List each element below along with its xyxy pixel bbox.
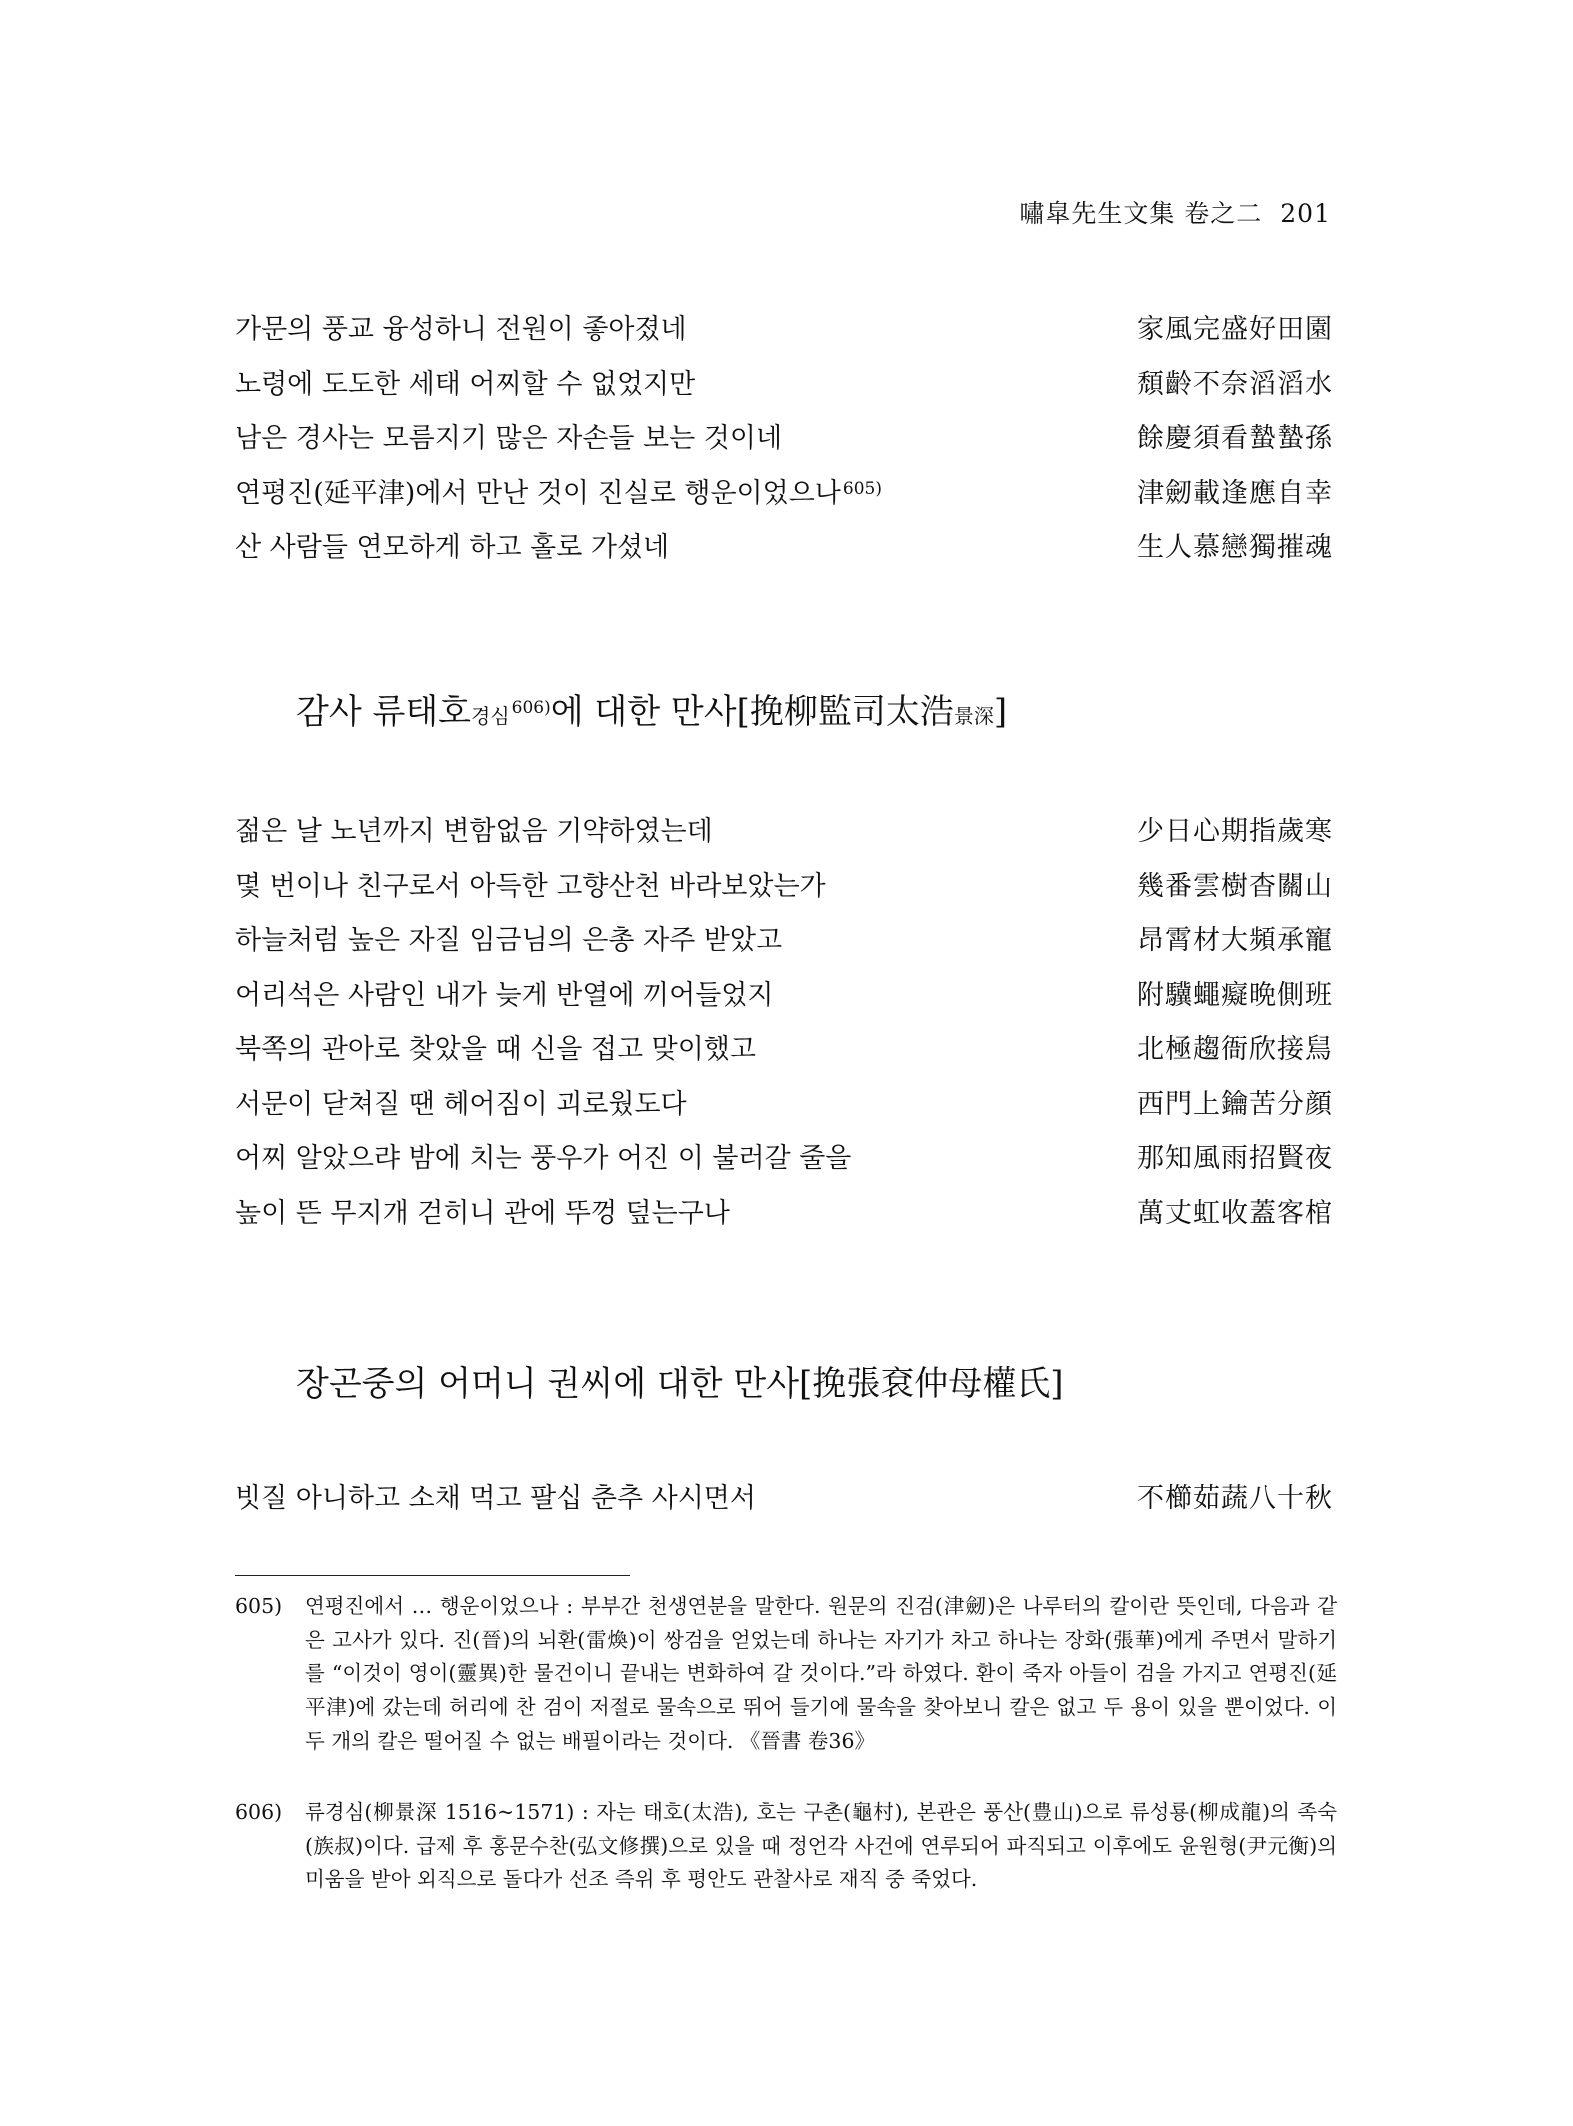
poem-line [235,358,1333,413]
poem-1 [235,303,1333,576]
title-rest: 에 대한 만사[挽柳監司太浩 [550,692,954,732]
korean-line: 북쪽의 관아로 찾았을 때 신을 접고 맞이했고 [235,1034,756,1065]
poem-line [235,1078,1333,1133]
chinese-line: 西門上鑰苦分顔 [1137,1088,1333,1120]
footnote-number: 606) [235,1800,283,1824]
poem-line [235,1472,1333,1527]
korean-line: 높이 뜬 무지개 걷히니 관에 뚜껑 덮는구나 [235,1197,730,1229]
title-main: 감사 류태호 [296,692,472,732]
chinese-line: 附驥蠅癡晩側班 [1137,979,1333,1011]
book-title: 嘯皐先生文集 卷之二 [1019,199,1263,228]
chinese-line: 北極趨衙欣接舃 [1137,1034,1333,1065]
poem-line [235,805,1333,860]
section-title-2 [296,690,1007,738]
footnote-divider [235,1575,630,1576]
chinese-line: 少日心期指歲寒 [1137,816,1333,847]
poem-2 [235,805,1333,1241]
running-header [1019,194,1331,230]
chinese-line: 餘慶須看蟄蟄孫 [1137,423,1333,454]
korean-line: 젊은 날 노년까지 변함없음 기약하였는데 [235,816,713,847]
chinese-line: 幾番雲樹杳關山 [1137,870,1333,902]
poem-line [235,860,1333,915]
chinese-line: 家風完盛好田園 [1137,314,1333,345]
poem-line [235,521,1333,576]
korean-line-text: 연평진(延平津)에서 만난 것이 진실로 행운이었으나 [235,477,841,509]
chinese-line: 不櫛茹蔬八十秋 [1137,1483,1333,1514]
poem-line [235,412,1333,467]
footnote-text: 류경심(柳景深 1516~1571) : 자는 태호(太浩), 호는 구촌(龜村), 본관은 풍산(豊山)으로 류성룡(柳成龍)의 족숙(族叔)이다. 급제 후 홍문수찬(弘文修撰)으로 있을 때 정언각 사건에 연루되어 파직되고 이후에도 윤원형(尹元衡)의 미움을 받아 외직으로 돌다가 선조 즉위 후 평안도 관찰사로 재직 중 죽었다. [305,1800,1337,1892]
korean-line: 빗질 아니하고 소채 먹고 팔십 춘추 사시면서 [235,1483,756,1514]
footnote-number: 605) [235,1594,283,1618]
korean-line: 어찌 알았으랴 밤에 치는 풍우가 어진 이 불러갈 줄을 [235,1143,852,1174]
poem-line [235,969,1333,1024]
chinese-line: 生人慕戀獨摧魂 [1137,532,1333,563]
korean-line: 노령에 도도한 세태 어찌할 수 없었지만 [235,368,696,400]
poem-line [235,1023,1333,1078]
korean-line: 어리석은 사람인 내가 늦게 반열에 끼어들었지 [235,979,774,1011]
korean-line: 몇 번이나 친구로서 아득한 고향산천 바라보았는가 [235,870,826,902]
chinese-line: 那知風雨招賢夜 [1137,1143,1333,1174]
korean-line: 가문의 풍교 융성하니 전원이 좋아졌네 [235,314,687,345]
korean-line [235,467,882,522]
footnote-606 [235,1796,1337,1897]
poem-line [235,303,1333,358]
poem-3 [235,1472,1333,1527]
page-number: 201 [1280,199,1331,228]
chinese-line: 萬丈虹收蓋客棺 [1137,1197,1333,1229]
poem-line [235,1187,1333,1242]
footnote-ref-606[interactable]: 606) [511,698,551,718]
poem-line [235,467,1333,522]
chinese-line: 昂霄材大頻承寵 [1137,925,1333,956]
chinese-line: 津劒載逢應自幸 [1137,477,1333,509]
title-small: 경심 [471,704,510,728]
poem-line [235,1132,1333,1187]
poem-line [235,914,1333,969]
footnote-605 [235,1590,1337,1759]
section-title-3: 장곤중의 어머니 권씨에 대한 만사[挽張袞仲母權氏] [296,1364,1064,1404]
korean-line: 하늘처럼 높은 자질 임금님의 은총 자주 받았고 [235,925,783,956]
chinese-line: 頹齡不奈滔滔水 [1137,368,1333,400]
footnote-text: 연평진에서 … 행운이었으나 : 부부간 천생연분을 말한다. 원문의 진검(津劒)은 나루터의 칼이란 뜻인데, 다음과 같은 고사가 있다. 진(晉)의 뇌환(雷煥)이 쌍검을 얻었는데 하나는 자기가 차고 하나는 장화(張華)에게 주면서 말하기를 “이것이 영이(靈異)한 물건이니 끝내는 변화하여 갈 것이다.”라 하였다. 환이 죽자 아들이 검을 가지고 연평진(延平津)에 갔는데 허리에 찬 검이 저절로 물속으로 뛰어 들기에 물속을 찾아보니 칼은 없고 두 용이 있을 뿐이었다. 이 두 개의 칼은 떨어질 수 없는 배필이라는 것이다. 《晉書 卷36》 [305,1594,1337,1753]
korean-line: 서문이 닫쳐질 땐 헤어짐이 괴로웠도다 [235,1088,687,1120]
footnote-ref-605[interactable]: 605) [842,478,882,499]
title-small-2: 景深 [953,704,994,728]
title-close: ] [993,692,1008,732]
korean-line: 남은 경사는 모름지기 많은 자손들 보는 것이네 [235,423,783,454]
korean-line: 산 사람들 연모하게 하고 홀로 가셨네 [235,532,670,563]
